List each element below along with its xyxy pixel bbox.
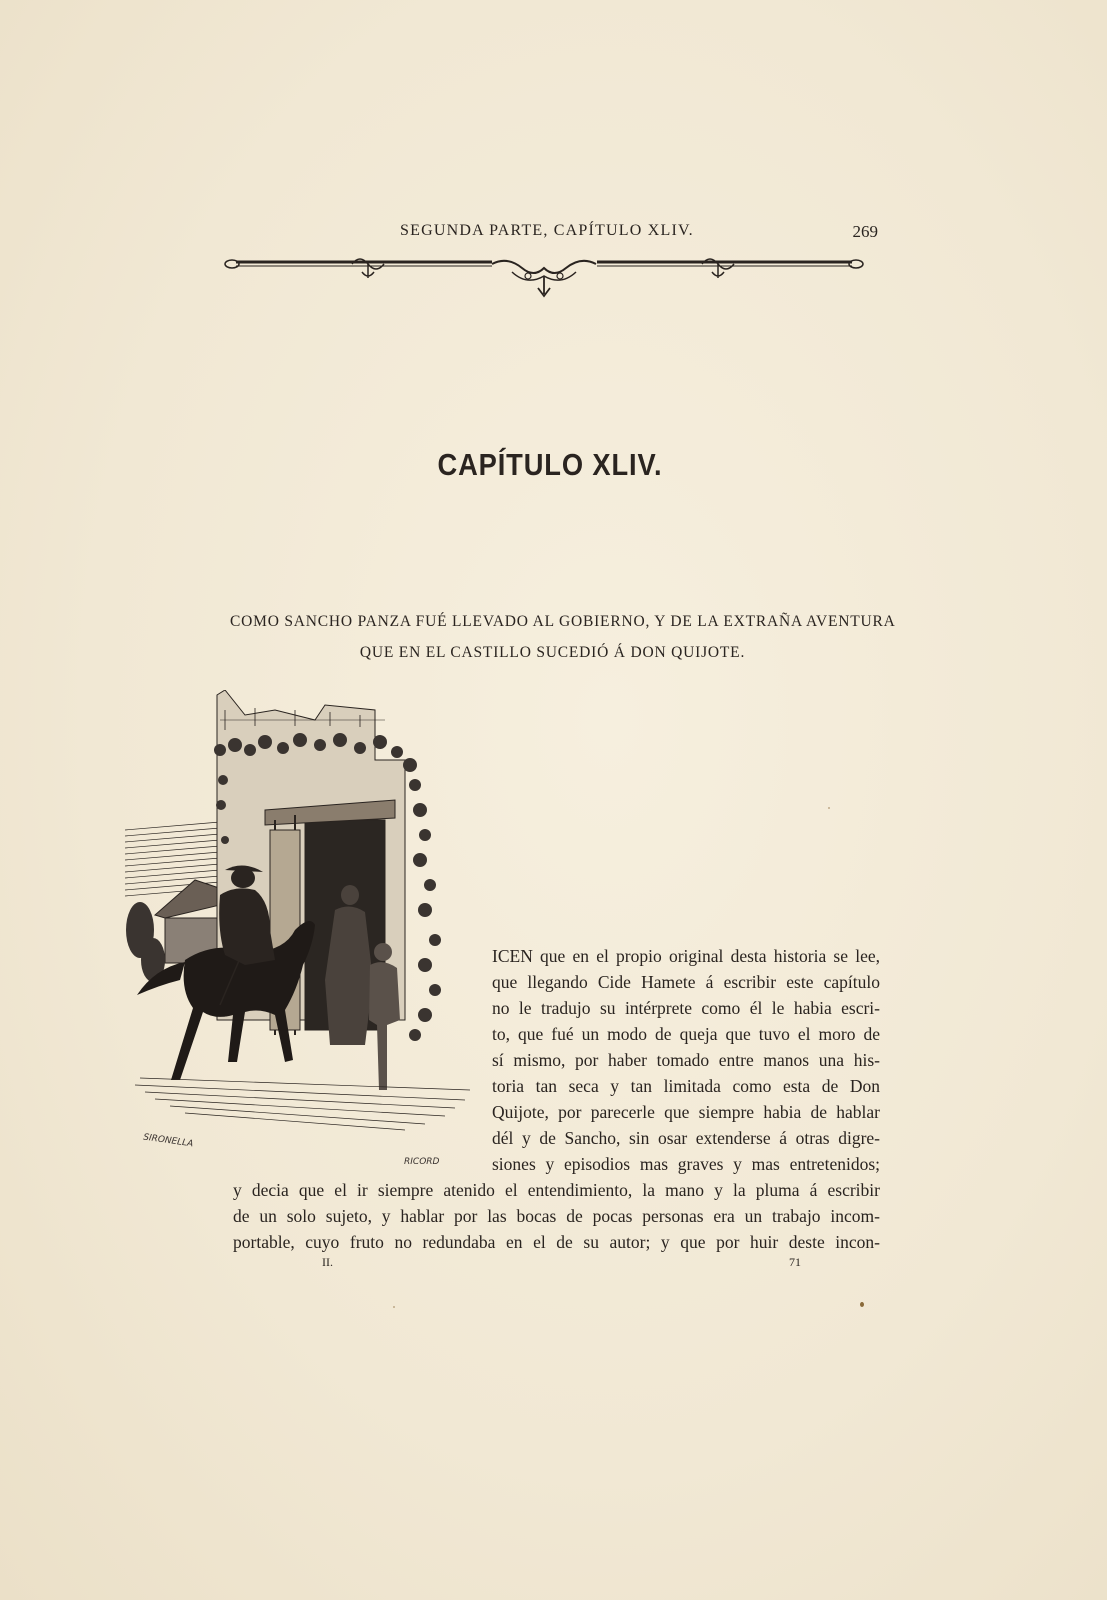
page-number: 269 (852, 222, 878, 241)
body-line-7: Quijote, por parecerle que siempre habia de hablar (492, 1102, 880, 1122)
body-line-2: que llegando Cide Hamete á escribir este capítulo (492, 972, 880, 992)
body-line-9: siones y episodios mas graves y mas entretenidos; (492, 1154, 880, 1174)
illustration-signature-artist: RICORD (404, 1157, 440, 1167)
body-line-1: ICEN que en el propio original desta historia se lee, (492, 946, 880, 966)
paper-speck (860, 1302, 864, 1307)
paper-speck (828, 807, 830, 809)
body-line-12: portable, cuyo fruto no redundaba en el de su autor; y que por huir deste incon- (233, 1232, 880, 1252)
chapter-title: CAPÍTULO XLIV. (437, 447, 663, 482)
body-line-10: y decia que el ir siempre atenido el entendimiento, la mano y la pluma á escribir (233, 1180, 880, 1200)
chapter-summary-line-1: COMO SANCHO PANZA FUÉ LLEVADO AL GOBIERNO, Y DE LA EXTRAÑA AVENTURA (230, 613, 896, 630)
running-head: SEGUNDA PARTE, CAPÍTULO XLIV. (400, 222, 694, 239)
body-line-5: sí mismo, por haber tomado entre manos una his- (492, 1050, 880, 1070)
chapter-summary-line-2: QUE EN EL CASTILLO SUCEDIÓ Á DON QUIJOTE. (359, 644, 746, 661)
ornamental-rule (222, 254, 867, 304)
engraving-illustration (125, 690, 475, 1160)
body-line-11: de un solo sujeto, y hablar por las bocas de pocas personas era un trabajo incom- (233, 1206, 880, 1226)
paper-speck (393, 1306, 395, 1308)
illustration-signature-engraver: SIRONELLA (142, 1132, 194, 1150)
body-line-8: dél y de Sancho, sin osar extenderse á otras digre- (492, 1128, 880, 1148)
body-line-6: toria tan seca y tan limitada como esta de Don (492, 1076, 880, 1096)
body-line-3: no le tradujo su intérprete como él le habia escri- (492, 998, 880, 1018)
signature-mark: II. (322, 1255, 333, 1269)
sheet-number: 71 (789, 1255, 801, 1269)
body-line-4: to, que fué un modo de queja que tuvo el moro de (492, 1024, 880, 1044)
